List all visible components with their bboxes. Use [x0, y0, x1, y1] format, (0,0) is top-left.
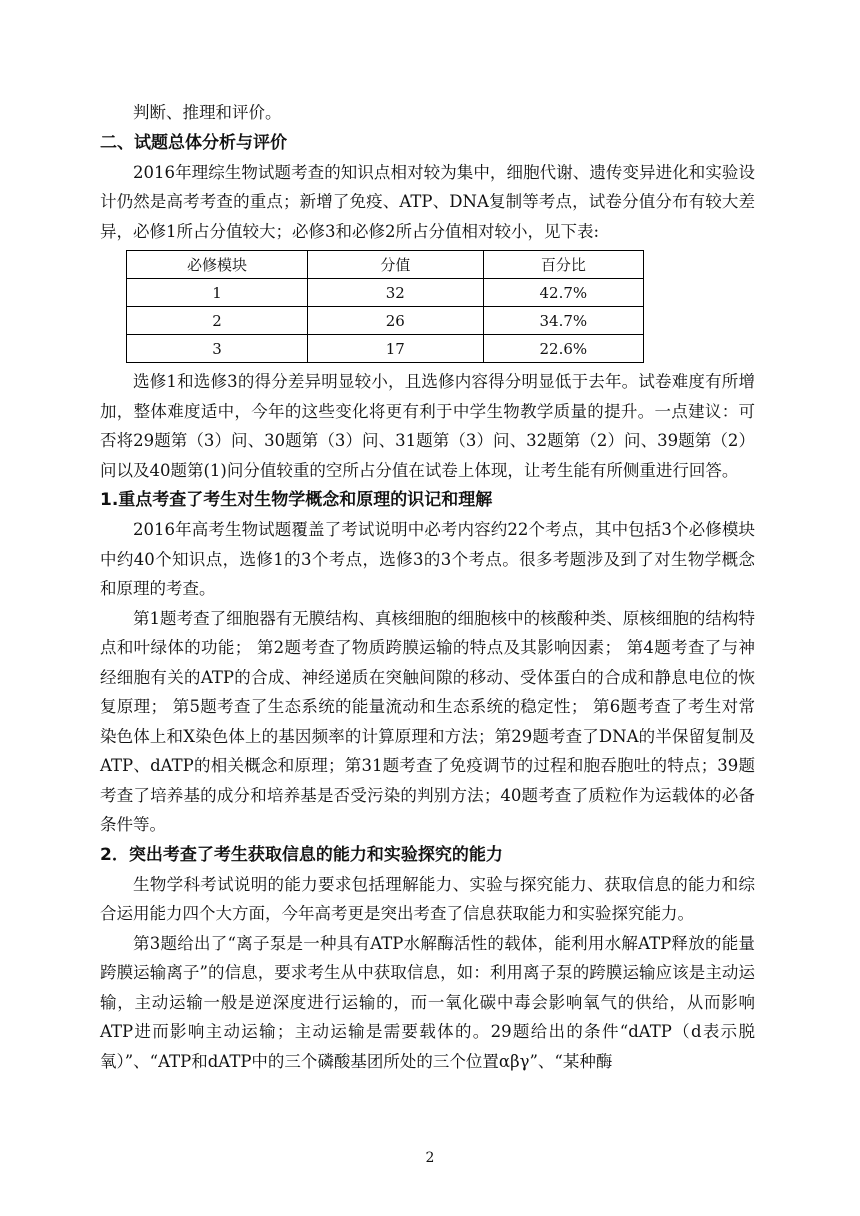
subsection-1-paragraph-2: 第1题考查了细胞器有无膜结构、真核细胞的细胞核中的核酸种类、原核细胞的结构特点和叶绿体的功能； 第2题考查了物质跨膜运输的特点及其影响因素； 第4题考查了与神经细胞有关的ATP的合成、神经递质在突触间隙的移动、受体蛋白的合成和静息电位的恢复原理； 第5题考查了生态系统的能量流动和生态系统的稳定性； 第6题考查了考生对常染色体上和X染色体上的基因频率的计算原理和方法；第29题考查了DNA的半保留复制及ATP、dATP的相关概念和原理；第31题考查了免疫调节的过程和胞吞胞吐的特点；39题考查了培养基的成分和培养基是否受污染的判别方法；40题考查了质粒作为运载体的必备条件等。	[100, 608, 755, 834]
table-cell: 22.6%	[483, 335, 643, 363]
table-cell: 17	[307, 335, 483, 363]
subsection-1-paragraph-1: 2016年高考生物试题覆盖了考试说明中必考内容约22个考点，其中包括3个必修模块中约40个知识点，选修1的3个考点，选修3的3个考点。很多考题涉及到了对生物学概念和原理的考查。	[100, 520, 755, 598]
page-content	[100, 98, 755, 1076]
table-row	[127, 335, 644, 363]
table-cell: 32	[307, 279, 483, 307]
table-cell: 34.7%	[483, 307, 643, 335]
table-cell: 2	[127, 307, 308, 335]
section-heading: 二、试题总体分析与评价	[100, 132, 287, 153]
table-cell: 26	[307, 307, 483, 335]
subsection-2-heading: 2．突出考查了考生获取信息的能力和实验探究的能力	[100, 844, 503, 865]
page-number: 2	[425, 1150, 435, 1166]
score-table	[126, 250, 644, 363]
table-cell: 1	[127, 279, 308, 307]
table-header-percent: 百分比	[483, 251, 643, 279]
table-row	[127, 307, 644, 335]
table-row	[127, 279, 644, 307]
table-cell: 42.7%	[483, 279, 643, 307]
table-cell: 3	[127, 335, 308, 363]
subsection-2-paragraph-1: 生物学科考试说明的能力要求包括理解能力、实验与探究能力、获取信息的能力和综合运用能力四个大方面，今年高考更是突出考查了信息获取能力和实验探究能力。	[100, 874, 755, 923]
section-paragraph-1: 2016年理综生物试题考查的知识点相对较为集中，细胞代谢、遗传变异进化和实验设计仍然是高考考查的重点；新增了免疫、ATP、DNA复制等考点，试卷分值分布有较大差异，必修1所占分值较大；必修3和必修2所占分值相对较小，见下表:	[100, 162, 755, 241]
table-header-module: 必修模块	[127, 251, 308, 279]
table-header-score: 分值	[307, 251, 483, 279]
top-line: 判断、推理和评价。	[133, 103, 282, 122]
subsection-2-paragraph-2: 第3题给出了“离子泵是一种具有ATP水解酶活性的载体，能利用水解ATP释放的能量跨膜运输离子”的信息，要求考生从中获取信息，如：利用离子泵的跨膜运输应该是主动运输，主动运输一般是逆深度进行运输的，而一氧化碳中毒会影响氧气的供给，从而影响ATP进而影响主动运输；主动运输是需要载体的。29题给出的条件“dATP（d表示脱氧）”、“ATP和dATP中的三个磷酸基团所处的三个位置αβγ”、“某种酶	[100, 933, 755, 1071]
table-header-row	[127, 251, 644, 279]
subsection-1-heading: 1.重点考查了考生对生物学概念和原理的识记和理解	[100, 490, 493, 510]
section-paragraph-2: 选修1和选修3的得分差异明显较小，且选修内容得分明显低于去年。试卷难度有所增加，整体难度适中，今年的这些变化将更有利于中学生物教学质量的提升。一点建议：可否将29题第（3）问、30题第（3）问、31题第（3）问、32题第（2）问、39题第（2）问以及40题第(1)问分值较重的空所占分值在试卷上体现，让考生能有所侧重进行回答。	[100, 372, 755, 480]
